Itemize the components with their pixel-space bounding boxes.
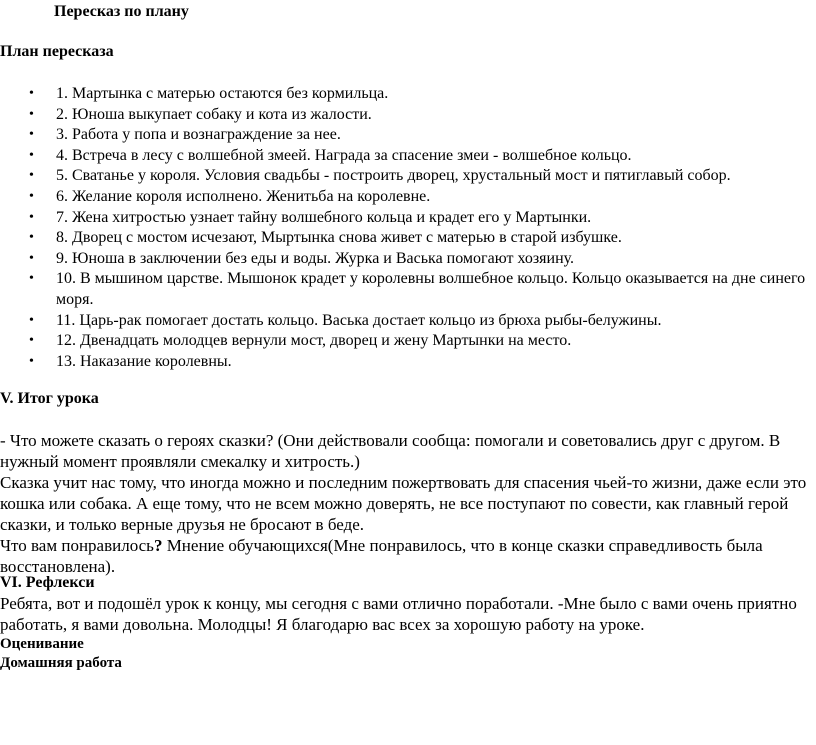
bullet-icon: • xyxy=(29,188,34,204)
plan-list xyxy=(0,84,812,372)
bullet-icon: • xyxy=(29,147,34,163)
plan-item-text: 2. Юноша выкупает собаку и кота из жалости. xyxy=(56,105,372,123)
bullet-icon: • xyxy=(29,86,34,101)
section-6-body xyxy=(0,593,812,635)
plan-item xyxy=(0,269,816,310)
plan-item-text: 12. Двенадцать молодцев вернули мост, дворец и жену Мартынки на место. xyxy=(56,332,572,350)
plan-item xyxy=(0,331,816,352)
plan-item xyxy=(0,228,816,249)
plan-item-text: 5. Сватанье у короля. Условия свадьбы - построить дворец, хрустальный мост и пятиглавый собор. xyxy=(56,167,731,185)
homework-label: Домашняя работа xyxy=(0,655,122,671)
section-6-heading: VI. Рефлекси xyxy=(0,574,95,591)
section-5-heading: V. Итог урока xyxy=(0,390,99,407)
bullet-icon: • xyxy=(29,209,34,225)
plan-item-text: 3. Работа у попа и вознаграждение за нее. xyxy=(56,126,341,144)
plan-item-text: 4. Встреча в лесу с волшебной змеей. Награда за спасение змеи - волшебное кольцо. xyxy=(56,146,632,164)
plan-item xyxy=(0,187,816,208)
plan-item-text: 13. Наказание королевны. xyxy=(56,352,232,370)
grading-label: Оценивание xyxy=(0,636,84,652)
section-5-question: - Что можете сказать о героях сказки? (Они действовали сообща: помогали и советовались друг с другом. В нужный момент проявляли смекалку и хитрость.) xyxy=(0,431,781,471)
bullet-icon: • xyxy=(29,333,34,349)
plan-item-text: 1. Мартынка с матерью остаются без кормильца. xyxy=(56,85,389,102)
page-title: Пересказ по плану xyxy=(54,3,189,20)
plan-item-text: 9. Юноша в заключении без еды и воды. Журка и Васька помогают хозяину. xyxy=(56,249,575,267)
bullet-icon: • xyxy=(29,127,34,143)
section-5-liked-rest: Мнение обучающихся(Мне понравилось, что в конце сказки справедливость была восстановлена). xyxy=(0,536,763,576)
plan-item-text: 6. Желание короля исполнено. Женитьба на королевне. xyxy=(56,187,431,205)
bullet-icon: • xyxy=(29,250,34,266)
bullet-icon: • xyxy=(29,312,34,328)
section-5-liked xyxy=(0,535,812,577)
bullet-icon: • xyxy=(29,230,34,246)
section-5-moral: Сказка учит нас тому, что иногда можно и последним пожертвовать для спасения чьей-то жизни, даже если это кошка или собака. А еще тому, что не всем можно доверять, не все поступают по совести, как главный герой сказки, и только верные друзья не бросают в беде. xyxy=(0,473,807,534)
plan-item xyxy=(0,352,816,373)
section-5-liked-prefix: Что вам понравилось xyxy=(0,536,154,555)
section-6-text: Ребята, вот и подошёл урок к концу, мы сегодня с вами отлично поработали. -Мне было с вами очень приятно работать, я вами довольна. Молодцы! Я благодарю вас всех за хорошую работу на уроке. xyxy=(0,594,797,634)
plan-item xyxy=(0,166,816,187)
bullet-icon: • xyxy=(29,168,34,184)
plan-heading: План пересказа xyxy=(0,43,114,60)
section-5-liked-mark: ? xyxy=(153,536,163,555)
plan-item-text: 11. Царь-рак помогает достать кольцо. Васька достает кольцо из брюха рыбы-белужины. xyxy=(56,311,662,329)
plan-item-text: 7. Жена хитростью узнает тайну волшебного кольца и крадет его у Мартынки. xyxy=(56,208,592,226)
plan-item xyxy=(0,249,816,270)
plan-item xyxy=(0,84,816,105)
bullet-icon: • xyxy=(29,106,34,122)
bullet-icon: • xyxy=(29,271,34,287)
section-5-body xyxy=(0,430,812,577)
plan-item-text: 8. Дворец с мостом исчезают, Мыртынка снова живет с матерью в старой избушке. xyxy=(56,229,622,247)
plan-item-text: 10. В мышином царстве. Мышонок крадет у королевны волшебное кольцо. Кольцо оказывается на дне синего моря. xyxy=(56,270,806,308)
plan-item xyxy=(0,311,816,332)
plan-item xyxy=(0,208,816,229)
bullet-icon: • xyxy=(29,353,34,369)
plan-item xyxy=(0,146,816,167)
plan-item xyxy=(0,105,816,126)
plan-item xyxy=(0,125,816,146)
